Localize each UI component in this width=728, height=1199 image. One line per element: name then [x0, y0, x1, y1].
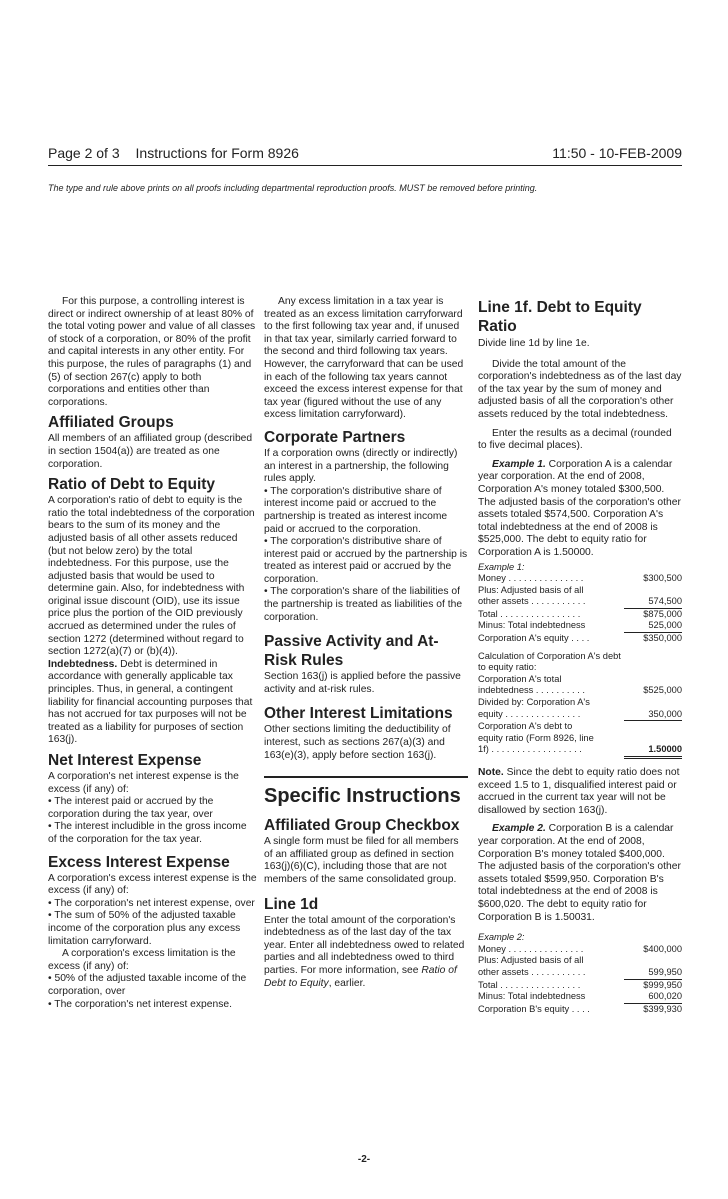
heading-line-1f: Line 1f. Debt to Equity Ratio: [478, 299, 642, 335]
row-value: 599,950: [624, 967, 682, 980]
table-row: [478, 721, 682, 733]
table-row: [478, 633, 682, 645]
row-label: Minus: Total indebtedness: [478, 620, 586, 631]
run-in-heading: Indebtedness.: [48, 658, 118, 670]
row-value: $999,950: [643, 979, 682, 990]
paragraph: Any excess limitation in a tax year is treated as an excess limitation carryforward to the first following tax year and, if unused in that tax year, similarly carried forward to the second and third following tax years. However, the carryforward that can be used in each of the following tax years cannot exceed the excess interest expense for that tax year (figured without the use of any excess limitation carryforward).: [264, 296, 464, 421]
paragraph: A corporation's excess interest expense is the excess (if any) of:: [48, 872, 257, 897]
row-value: 600,020: [624, 991, 682, 1004]
column-3: [478, 296, 682, 1015]
paragraph: A corporation's excess limitation is the excess (if any) of:: [48, 948, 236, 972]
paragraph: Other sections limiting the deductibility of interest, such as sections 267(a)(3) and 163(e)(3), apply before section 163(j).: [264, 724, 451, 761]
table-title: Example 2:: [478, 932, 525, 943]
row-label: Divided by: Corporation A's: [478, 697, 590, 708]
row-label: indebtedness . . . . . . . . . .: [478, 685, 585, 696]
row-value: 1.50000: [624, 744, 682, 759]
table-row: [478, 733, 682, 745]
page-header: [48, 145, 682, 166]
heading-ratio-debt-equity: Ratio of Debt to Equity: [48, 476, 216, 494]
run-in-heading: Note.: [478, 767, 504, 778]
heading-specific-instructions: Specific Instructions: [264, 785, 461, 808]
bullet-item: • The interest paid or accrued by the corporation during the tax year, over: [48, 796, 214, 820]
paragraph: For this purpose, a controlling interest is direct or indirect ownership of at least 80% of the total voting power and value of all classes of stock of a corporation, or 80% of the profit and capital interests in any other entity. For this purpose, the rules of paragraphs (1) and (5) of section 267(c) apply to both corporations and entities other than corporations.: [48, 296, 256, 408]
row-label: equity ratio (Form 8926, line: [478, 732, 594, 743]
bullet-item: • The corporation's distributive share of interest income paid or accrued to the partnership is treated as interest income paid or accrued to the corporation.: [264, 485, 448, 535]
row-value: $300,500: [643, 573, 682, 584]
row-label: Plus: Adjusted basis of all: [478, 955, 584, 966]
table-row: [478, 685, 682, 697]
bullet-item: • The corporation's share of the liabilities of the partnership is treated as liabilities of the corporation.: [264, 586, 463, 623]
column-1: [48, 296, 258, 1011]
heading-line-1d: Line 1d: [264, 895, 319, 913]
table-row: [478, 596, 682, 609]
paragraph: If a corporation owns (directly or indirectly) an interest in a partnership, the following rules apply.: [264, 447, 458, 485]
paragraph: A single form must be filed for all members of an affiliated group as defined in section 163(j)(6)(C), including those that are not members of the same consolidated group.: [264, 836, 459, 885]
table-row: [478, 991, 682, 1004]
bullet-item: • The corporation's net interest expense.: [48, 998, 232, 1010]
paragraph-line-1d: Enter the total amount of the corporation's indebtedness as of the last day of the tax year. Enter all indebtedness owed to related parties and all indebtedness owed to third parties. For more information, see Ratio of Debt to Equity, earlier.: [264, 914, 465, 989]
paragraph-example-1: Example 1. Corporation A is a calendar year corporation. At the end of 2008, Corporation A's money totaled $300,500. The adjusted basis of the corporation's other assets totaled $574,500. Corporation A's total indebtedness at the end of 2008 is $525,000. The debt to equity ratio for Corporation A is 1.50000.: [478, 458, 681, 558]
example-1-table: [478, 562, 682, 760]
run-in-heading: Example 1.: [492, 458, 546, 470]
table-row: [478, 697, 682, 709]
row-value: [624, 585, 682, 597]
row-label: equity . . . . . . . . . . . . . . .: [478, 708, 581, 719]
paragraph-indebtedness: Indebtedness. Debt is determined in accordance with generally applicable tax principles. Thus, in general, a contingent liability for financial accounting purposes that has not accrued for tax purposes will not be treated as a liability for purposes of section 163(j).: [48, 658, 253, 746]
table-row: [478, 651, 682, 674]
row-value: $350,000: [643, 633, 682, 644]
table-row: [478, 585, 682, 597]
table-body: [478, 944, 682, 1016]
heading-passive-activity: Passive Activity and At-Risk Rules: [264, 633, 439, 670]
row-value: [624, 674, 682, 686]
row-label: Total . . . . . . . . . . . . . . . .: [478, 608, 581, 619]
page-number: -2-: [357, 1154, 371, 1165]
paragraph: Section 163(j) is applied before the passive activity and at-risk rules.: [264, 671, 461, 695]
heading-affiliated-group-checkbox: Affiliated Group Checkbox: [264, 817, 460, 835]
table-body: [478, 573, 682, 645]
row-label: Calculation of Corporation A's debt to equity ratio:: [478, 650, 621, 673]
table-row: [478, 1004, 682, 1016]
heading-excess-interest-expense: Excess Interest Expense: [48, 853, 230, 871]
bullet-item: • The corporation's net interest expense, over: [48, 897, 255, 909]
row-value: 350,000: [624, 709, 682, 722]
row-label: Plus: Adjusted basis of all: [478, 584, 584, 595]
timestamp: 11:50 - 10-FEB-2009: [552, 145, 682, 161]
heading-net-interest-expense: Net Interest Expense: [48, 752, 202, 769]
bullet-item: • The sum of 50% of the adjusted taxable income of the corporation plus any excess limitation carryforward.: [48, 910, 241, 947]
row-value: $399,930: [643, 1003, 682, 1014]
bullet-item: • The interest includible in the gross income of the corporation for the tax year.: [48, 821, 247, 845]
table-row: [478, 709, 682, 722]
row-label: Corporation A's total: [478, 673, 562, 684]
row-label: Corporation A's debt to: [478, 721, 573, 732]
section-rule: [264, 776, 468, 778]
paragraph: All members of an affiliated group (described in section 1504(a)) are treated as one corporation.: [48, 433, 253, 470]
example-2-table: [478, 932, 682, 1015]
row-value: [624, 955, 682, 967]
table-row: [478, 744, 682, 759]
heading-corporate-partners: Corporate Partners: [264, 428, 406, 446]
row-value: [624, 697, 682, 709]
table-row: [478, 955, 682, 967]
column-2: [264, 296, 468, 990]
bullet-item: • The corporation's distributive share of interest paid or accrued by the partnership is treated as interest paid or accrued by the corporation.: [264, 536, 468, 585]
row-value: $400,000: [643, 943, 682, 954]
table-row: [478, 980, 682, 992]
paragraph-example-2: Example 2. Corporation B is a calendar year corporation. At the end of 2008, Corporation B's money totaled $400,000. The adjusted basis of the corporation's other assets totaled $599,950. Corporation B's total indebtedness at the end of 2008 is $600,020. The debt to equity ratio for Corporation B is 1.50031.: [478, 823, 681, 923]
heading-affiliated-groups: Affiliated Groups: [48, 414, 174, 432]
row-value: $525,000: [643, 685, 682, 696]
table-title: Example 1:: [478, 561, 525, 572]
cross-reference: Ratio of Debt to Equity: [264, 964, 457, 989]
row-value: [624, 721, 682, 733]
table-row: [478, 620, 682, 633]
row-value: $875,000: [643, 608, 682, 619]
row-label: Total . . . . . . . . . . . . . . . .: [478, 979, 581, 990]
row-label: 1f) . . . . . . . . . . . . . . . . . .: [478, 744, 582, 755]
row-value: [624, 651, 682, 674]
paragraph: A corporation's net interest expense is the excess (if any) of:: [48, 771, 239, 795]
row-label: Corporation B's equity . . . .: [478, 1003, 590, 1014]
page-indicator: Page 2 of 3: [48, 145, 120, 161]
row-label: Money . . . . . . . . . . . . . . .: [478, 573, 584, 584]
table-body: [478, 651, 682, 759]
paragraph: Divide line 1d by line 1e.: [478, 338, 590, 349]
table-row: [478, 674, 682, 686]
table-row: [478, 944, 682, 956]
row-label: Minus: Total indebtedness: [478, 991, 586, 1002]
header-rule: [48, 165, 682, 166]
row-value: 525,000: [624, 620, 682, 633]
row-label: Money . . . . . . . . . . . . . . .: [478, 943, 584, 954]
table-row: [478, 573, 682, 585]
paragraph: Divide the total amount of the corporation's indebtedness as of the last day of the tax year by the sum of money and adjusted basis of all the corporation's other assets reduced by the total indebtedness.: [478, 358, 682, 420]
row-label: Corporation A's equity . . . .: [478, 633, 590, 644]
paragraph: Enter the results as a decimal (rounded to five decimal places).: [478, 427, 672, 452]
bullet-item: • 50% of the adjusted taxable income of the corporation, over: [48, 973, 247, 997]
heading-other-interest-limitations: Other Interest Limitations: [264, 705, 453, 723]
table-row: [478, 967, 682, 980]
row-value: [624, 733, 682, 745]
row-label: other assets . . . . . . . . . . .: [478, 966, 586, 977]
run-in-heading: Example 2.: [492, 823, 546, 835]
row-label: other assets . . . . . . . . . . .: [478, 596, 586, 607]
form-title: Instructions for Form 8926: [135, 145, 299, 161]
row-value: 574,500: [624, 596, 682, 609]
paragraph: A corporation's ratio of debt to equity is the ratio the total indebtedness of the corporation bears to the sum of its money and the adjusted basis of all other assets reduced (but not below zero) by the total indebtedness. For this purpose, use the adjusted basis that would be used to determine gain. Also, for indebtedness with original issue discount (OID), use its issue price plus the portion of the OID previously accrued as determined under the rules of section 1272 (determined without regard to section 1272(a)(7) or (b)(4)).: [48, 495, 255, 658]
table-row: [478, 609, 682, 621]
paragraph-note: Note. Since the debt to equity ratio does not exceed 1.5 to 1, disqualified interest paid or accrued in the current tax year will not be disallowed by section 163(j).: [478, 767, 680, 816]
proof-note: The type and rule above prints on all proofs including departmental reproduction proofs. MUST be removed before printing.: [48, 183, 538, 193]
